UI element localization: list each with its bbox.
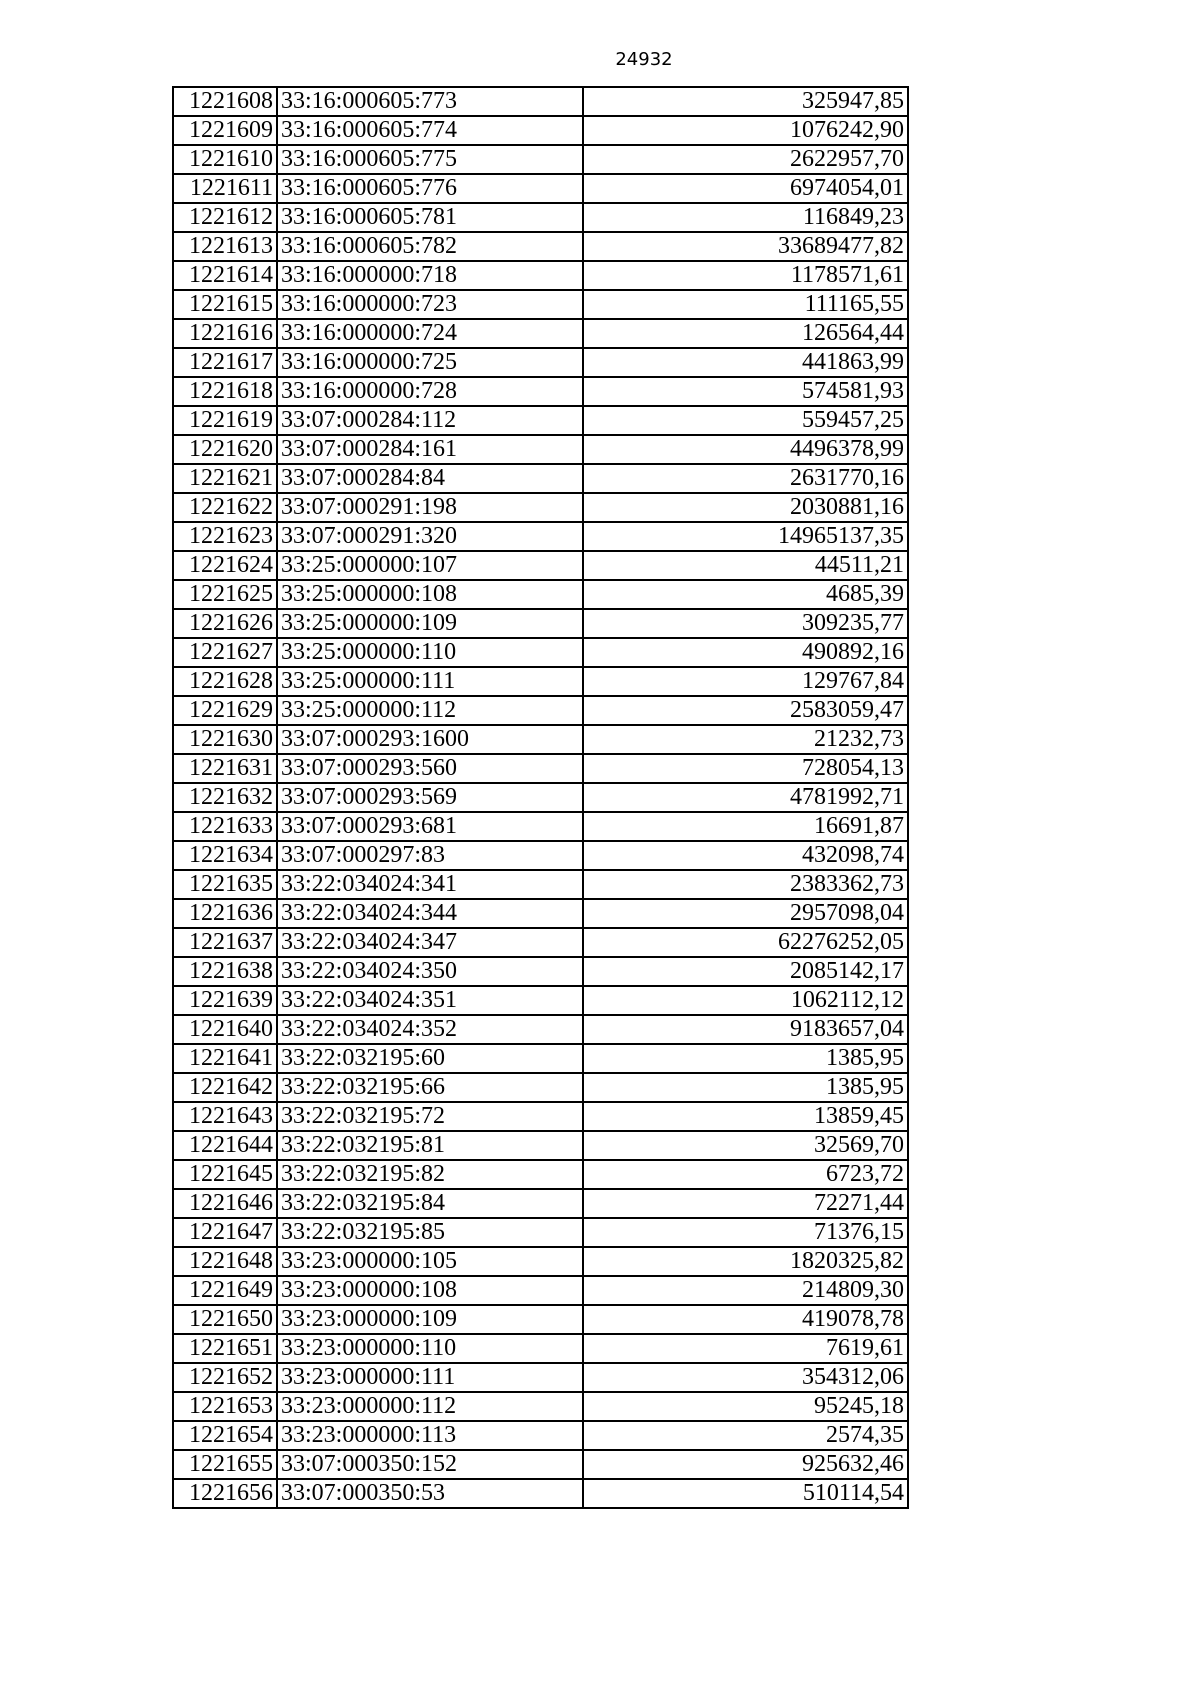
table-row xyxy=(173,1131,908,1160)
value-cell: 72271,44 xyxy=(583,1189,908,1218)
row-id-cell: 1221621 xyxy=(173,464,277,493)
table-row xyxy=(173,1363,908,1392)
value-cell: 510114,54 xyxy=(583,1479,908,1508)
value-cell: 13859,45 xyxy=(583,1102,908,1131)
cadastral-number-cell: 33:22:034024:351 xyxy=(277,986,583,1015)
value-cell: 1385,95 xyxy=(583,1073,908,1102)
table-row xyxy=(173,116,908,145)
row-id-cell: 1221644 xyxy=(173,1131,277,1160)
value-cell: 33689477,82 xyxy=(583,232,908,261)
table-row xyxy=(173,1218,908,1247)
value-cell: 1076242,90 xyxy=(583,116,908,145)
row-id-cell: 1221619 xyxy=(173,406,277,435)
cadastral-number-cell: 33:22:034024:352 xyxy=(277,1015,583,1044)
table-row xyxy=(173,841,908,870)
value-cell: 9183657,04 xyxy=(583,1015,908,1044)
value-cell: 1820325,82 xyxy=(583,1247,908,1276)
cadastral-number-cell: 33:16:000000:723 xyxy=(277,290,583,319)
value-cell: 1385,95 xyxy=(583,1044,908,1073)
row-id-cell: 1221610 xyxy=(173,145,277,174)
value-cell: 16691,87 xyxy=(583,812,908,841)
table-row xyxy=(173,348,908,377)
value-cell: 4781992,71 xyxy=(583,783,908,812)
row-id-cell: 1221650 xyxy=(173,1305,277,1334)
table-row xyxy=(173,464,908,493)
table-row xyxy=(173,899,908,928)
value-cell: 14965137,35 xyxy=(583,522,908,551)
row-id-cell: 1221626 xyxy=(173,609,277,638)
cadastral-number-cell: 33:07:000291:320 xyxy=(277,522,583,551)
cadastral-number-cell: 33:07:000284:161 xyxy=(277,435,583,464)
row-id-cell: 1221629 xyxy=(173,696,277,725)
cadastral-number-cell: 33:16:000000:718 xyxy=(277,261,583,290)
cadastral-number-cell: 33:16:000000:725 xyxy=(277,348,583,377)
table-row xyxy=(173,1189,908,1218)
table-row xyxy=(173,928,908,957)
cadastral-number-cell: 33:25:000000:107 xyxy=(277,551,583,580)
cadastral-number-cell: 33:07:000293:560 xyxy=(277,754,583,783)
value-cell: 2574,35 xyxy=(583,1421,908,1450)
table-row xyxy=(173,812,908,841)
row-id-cell: 1221623 xyxy=(173,522,277,551)
table-row xyxy=(173,1044,908,1073)
cadastral-number-cell: 33:07:000293:681 xyxy=(277,812,583,841)
table-container xyxy=(172,86,909,1509)
table-body xyxy=(173,87,908,1508)
cadastral-number-cell: 33:16:000605:774 xyxy=(277,116,583,145)
row-id-cell: 1221632 xyxy=(173,783,277,812)
value-cell: 71376,15 xyxy=(583,1218,908,1247)
row-id-cell: 1221616 xyxy=(173,319,277,348)
value-cell: 559457,25 xyxy=(583,406,908,435)
table-row xyxy=(173,1305,908,1334)
value-cell: 925632,46 xyxy=(583,1450,908,1479)
value-cell: 2631770,16 xyxy=(583,464,908,493)
value-cell: 44511,21 xyxy=(583,551,908,580)
table-row xyxy=(173,783,908,812)
value-cell: 6974054,01 xyxy=(583,174,908,203)
cadastral-number-cell: 33:22:034024:347 xyxy=(277,928,583,957)
cadastral-number-cell: 33:22:032195:60 xyxy=(277,1044,583,1073)
value-cell: 2030881,16 xyxy=(583,493,908,522)
table-row xyxy=(173,435,908,464)
table-row xyxy=(173,754,908,783)
cadastral-number-cell: 33:23:000000:109 xyxy=(277,1305,583,1334)
row-id-cell: 1221611 xyxy=(173,174,277,203)
row-id-cell: 1221608 xyxy=(173,87,277,116)
cadastral-number-cell: 33:22:034024:341 xyxy=(277,870,583,899)
cadastral-number-cell: 33:22:032195:85 xyxy=(277,1218,583,1247)
cadastral-number-cell: 33:16:000000:724 xyxy=(277,319,583,348)
cadastral-number-cell: 33:22:034024:350 xyxy=(277,957,583,986)
table-row xyxy=(173,1160,908,1189)
table-row xyxy=(173,580,908,609)
cadastral-number-cell: 33:07:000350:152 xyxy=(277,1450,583,1479)
cadastral-number-cell: 33:16:000000:728 xyxy=(277,377,583,406)
table-row xyxy=(173,1421,908,1450)
cadastral-number-cell: 33:22:034024:344 xyxy=(277,899,583,928)
cadastral-number-cell: 33:25:000000:112 xyxy=(277,696,583,725)
row-id-cell: 1221617 xyxy=(173,348,277,377)
row-id-cell: 1221643 xyxy=(173,1102,277,1131)
cadastral-number-cell: 33:23:000000:111 xyxy=(277,1363,583,1392)
table-row xyxy=(173,377,908,406)
value-cell: 2957098,04 xyxy=(583,899,908,928)
value-cell: 111165,55 xyxy=(583,290,908,319)
table-row xyxy=(173,986,908,1015)
cadastral-number-cell: 33:25:000000:110 xyxy=(277,638,583,667)
table-row xyxy=(173,1073,908,1102)
row-id-cell: 1221656 xyxy=(173,1479,277,1508)
table-row xyxy=(173,290,908,319)
table-row xyxy=(173,261,908,290)
cadastral-number-cell: 33:16:000605:773 xyxy=(277,87,583,116)
table-row xyxy=(173,174,908,203)
cadastral-number-cell: 33:23:000000:108 xyxy=(277,1276,583,1305)
value-cell: 1062112,12 xyxy=(583,986,908,1015)
cadastral-number-cell: 33:07:000284:84 xyxy=(277,464,583,493)
table-row xyxy=(173,1276,908,1305)
table-row xyxy=(173,87,908,116)
row-id-cell: 1221631 xyxy=(173,754,277,783)
table-row xyxy=(173,1479,908,1508)
value-cell: 309235,77 xyxy=(583,609,908,638)
cadastral-number-cell: 33:16:000605:782 xyxy=(277,232,583,261)
cadastral-number-cell: 33:23:000000:110 xyxy=(277,1334,583,1363)
value-cell: 2085142,17 xyxy=(583,957,908,986)
cadastral-number-cell: 33:16:000605:781 xyxy=(277,203,583,232)
value-cell: 2622957,70 xyxy=(583,145,908,174)
cadastral-number-cell: 33:23:000000:113 xyxy=(277,1421,583,1450)
value-cell: 2583059,47 xyxy=(583,696,908,725)
row-id-cell: 1221648 xyxy=(173,1247,277,1276)
cadastral-number-cell: 33:22:032195:81 xyxy=(277,1131,583,1160)
cadastral-number-cell: 33:22:032195:72 xyxy=(277,1102,583,1131)
row-id-cell: 1221637 xyxy=(173,928,277,957)
table-row xyxy=(173,957,908,986)
row-id-cell: 1221640 xyxy=(173,1015,277,1044)
row-id-cell: 1221618 xyxy=(173,377,277,406)
value-cell: 214809,30 xyxy=(583,1276,908,1305)
value-cell: 728054,13 xyxy=(583,754,908,783)
row-id-cell: 1221630 xyxy=(173,725,277,754)
cadastral-number-cell: 33:16:000605:775 xyxy=(277,145,583,174)
table-row xyxy=(173,493,908,522)
table-row xyxy=(173,1015,908,1044)
table-row xyxy=(173,203,908,232)
row-id-cell: 1221635 xyxy=(173,870,277,899)
value-cell: 354312,06 xyxy=(583,1363,908,1392)
row-id-cell: 1221645 xyxy=(173,1160,277,1189)
table-row xyxy=(173,1450,908,1479)
table-row xyxy=(173,1392,908,1421)
value-cell: 21232,73 xyxy=(583,725,908,754)
value-cell: 325947,85 xyxy=(583,87,908,116)
value-cell: 62276252,05 xyxy=(583,928,908,957)
cadastral-value-table xyxy=(172,86,909,1509)
value-cell: 126564,44 xyxy=(583,319,908,348)
row-id-cell: 1221624 xyxy=(173,551,277,580)
row-id-cell: 1221651 xyxy=(173,1334,277,1363)
row-id-cell: 1221612 xyxy=(173,203,277,232)
value-cell: 6723,72 xyxy=(583,1160,908,1189)
cadastral-number-cell: 33:22:032195:84 xyxy=(277,1189,583,1218)
value-cell: 419078,78 xyxy=(583,1305,908,1334)
cadastral-number-cell: 33:25:000000:109 xyxy=(277,609,583,638)
table-row xyxy=(173,522,908,551)
table-row xyxy=(173,609,908,638)
row-id-cell: 1221649 xyxy=(173,1276,277,1305)
row-id-cell: 1221634 xyxy=(173,841,277,870)
cadastral-number-cell: 33:23:000000:112 xyxy=(277,1392,583,1421)
cadastral-number-cell: 33:22:032195:82 xyxy=(277,1160,583,1189)
row-id-cell: 1221614 xyxy=(173,261,277,290)
row-id-cell: 1221653 xyxy=(173,1392,277,1421)
cadastral-number-cell: 33:23:000000:105 xyxy=(277,1247,583,1276)
value-cell: 432098,74 xyxy=(583,841,908,870)
value-cell: 95245,18 xyxy=(583,1392,908,1421)
value-cell: 1178571,61 xyxy=(583,261,908,290)
row-id-cell: 1221620 xyxy=(173,435,277,464)
table-row xyxy=(173,1247,908,1276)
cadastral-number-cell: 33:07:000291:198 xyxy=(277,493,583,522)
row-id-cell: 1221613 xyxy=(173,232,277,261)
cadastral-number-cell: 33:07:000293:569 xyxy=(277,783,583,812)
table-row xyxy=(173,870,908,899)
row-id-cell: 1221647 xyxy=(173,1218,277,1247)
value-cell: 490892,16 xyxy=(583,638,908,667)
row-id-cell: 1221609 xyxy=(173,116,277,145)
cadastral-number-cell: 33:22:032195:66 xyxy=(277,1073,583,1102)
table-row xyxy=(173,667,908,696)
table-row xyxy=(173,1334,908,1363)
row-id-cell: 1221642 xyxy=(173,1073,277,1102)
value-cell: 441863,99 xyxy=(583,348,908,377)
cadastral-number-cell: 33:25:000000:108 xyxy=(277,580,583,609)
table-row xyxy=(173,232,908,261)
table-row xyxy=(173,696,908,725)
table-row xyxy=(173,406,908,435)
value-cell: 116849,23 xyxy=(583,203,908,232)
table-row xyxy=(173,638,908,667)
value-cell: 129767,84 xyxy=(583,667,908,696)
row-id-cell: 1221633 xyxy=(173,812,277,841)
row-id-cell: 1221641 xyxy=(173,1044,277,1073)
table-row xyxy=(173,145,908,174)
cadastral-number-cell: 33:07:000350:53 xyxy=(277,1479,583,1508)
table-row xyxy=(173,551,908,580)
row-id-cell: 1221646 xyxy=(173,1189,277,1218)
row-id-cell: 1221639 xyxy=(173,986,277,1015)
table-row xyxy=(173,319,908,348)
row-id-cell: 1221615 xyxy=(173,290,277,319)
row-id-cell: 1221655 xyxy=(173,1450,277,1479)
cadastral-number-cell: 33:07:000284:112 xyxy=(277,406,583,435)
value-cell: 4496378,99 xyxy=(583,435,908,464)
row-id-cell: 1221622 xyxy=(173,493,277,522)
row-id-cell: 1221654 xyxy=(173,1421,277,1450)
cadastral-number-cell: 33:25:000000:111 xyxy=(277,667,583,696)
cadastral-number-cell: 33:07:000293:1600 xyxy=(277,725,583,754)
row-id-cell: 1221625 xyxy=(173,580,277,609)
value-cell: 2383362,73 xyxy=(583,870,908,899)
row-id-cell: 1221627 xyxy=(173,638,277,667)
value-cell: 32569,70 xyxy=(583,1131,908,1160)
row-id-cell: 1221628 xyxy=(173,667,277,696)
value-cell: 7619,61 xyxy=(583,1334,908,1363)
row-id-cell: 1221636 xyxy=(173,899,277,928)
row-id-cell: 1221652 xyxy=(173,1363,277,1392)
table-row xyxy=(173,1102,908,1131)
value-cell: 574581,93 xyxy=(583,377,908,406)
cadastral-number-cell: 33:07:000297:83 xyxy=(277,841,583,870)
row-id-cell: 1221638 xyxy=(173,957,277,986)
value-cell: 4685,39 xyxy=(583,580,908,609)
table-row xyxy=(173,725,908,754)
page-number: 24932 xyxy=(615,49,673,70)
cadastral-number-cell: 33:16:000605:776 xyxy=(277,174,583,203)
